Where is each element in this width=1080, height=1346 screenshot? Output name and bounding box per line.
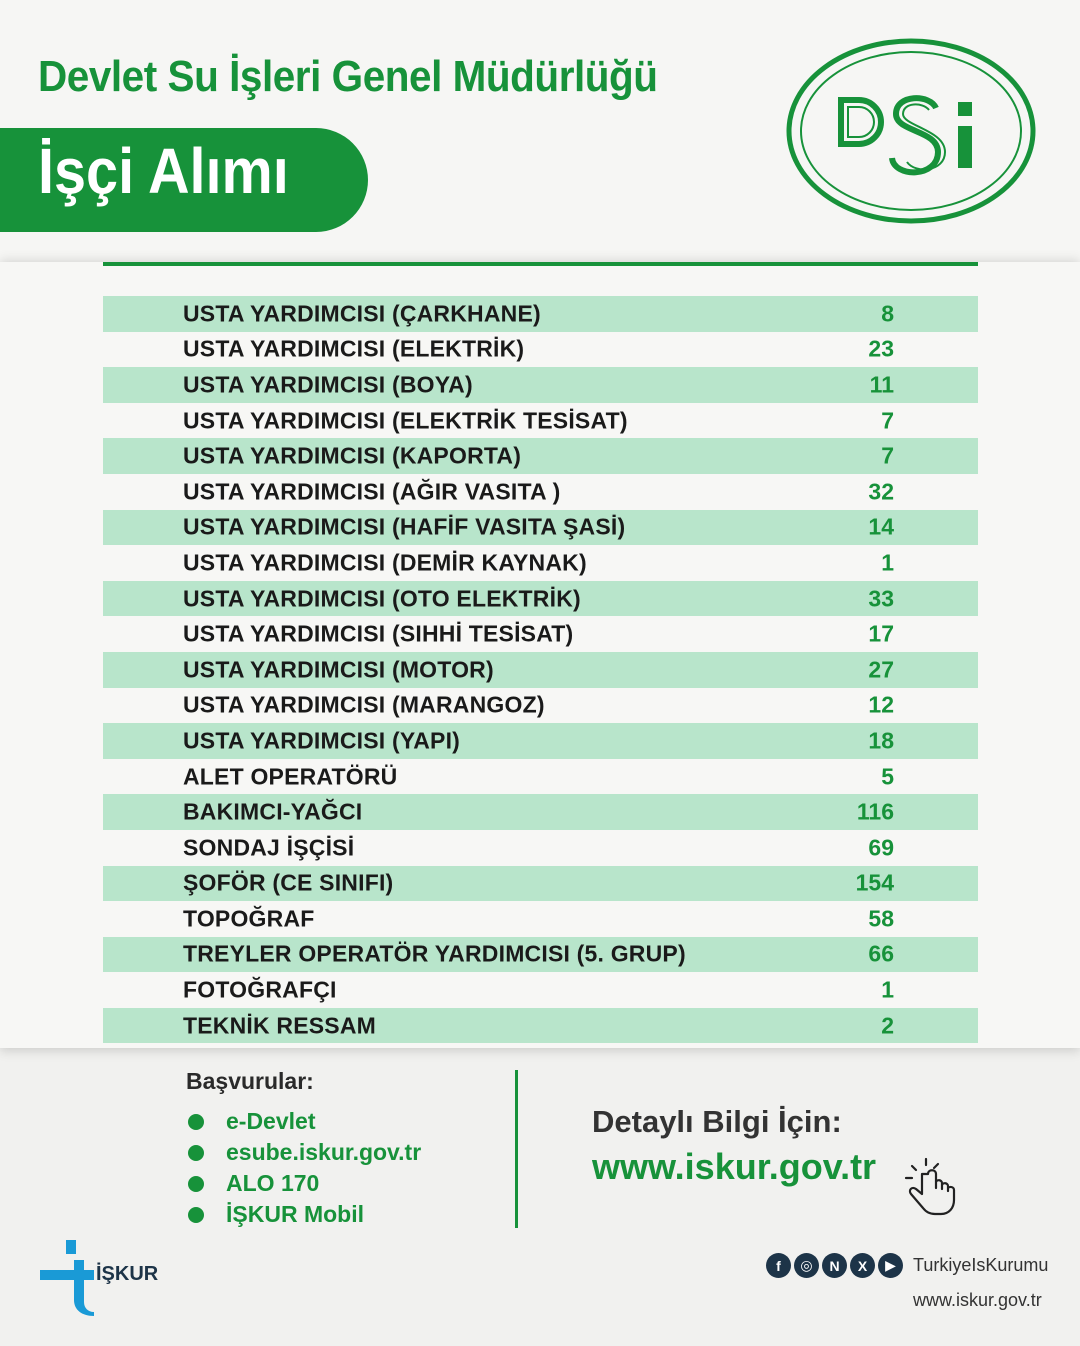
position-name: TOPOĞRAF: [183, 905, 315, 932]
position-count: 14: [868, 513, 894, 540]
bullet-icon: [188, 1145, 204, 1161]
positions-panel: [0, 262, 1080, 1048]
position-count: 1: [881, 549, 894, 576]
position-name: TEKNİK RESSAM: [183, 1012, 377, 1039]
position-count: 33: [868, 585, 894, 612]
x-icon[interactable]: X: [850, 1253, 875, 1278]
position-name: USTA YARDIMCISI (ELEKTRİK): [183, 335, 525, 362]
position-row: [103, 688, 978, 724]
youtube-icon[interactable]: ▶: [878, 1253, 903, 1278]
position-count: 27: [868, 656, 894, 683]
instagram-icon[interactable]: ◎: [794, 1253, 819, 1278]
position-count: 66: [868, 940, 894, 967]
application-item[interactable]: ALO 170: [186, 1168, 421, 1199]
pointer-hand-icon: [900, 1156, 966, 1222]
position-name: USTA YARDIMCISI (YAPI): [183, 727, 461, 754]
position-count: 69: [868, 834, 894, 861]
position-row: [103, 937, 978, 973]
position-row: [103, 830, 978, 866]
position-count: 32: [868, 478, 894, 505]
position-count: 18: [868, 727, 894, 754]
position-name: USTA YARDIMCISI (HAFİF VASITA ŞASİ): [183, 513, 626, 540]
headline: İşçi Alımı: [38, 135, 289, 207]
position-name: USTA YARDIMCISI (SIHHİ TESİSAT): [183, 620, 574, 647]
position-count: 116: [856, 798, 894, 825]
position-name: USTA YARDIMCISI (BOYA): [183, 371, 473, 398]
position-row: [103, 296, 978, 332]
position-row: [103, 759, 978, 795]
position-count: 7: [881, 442, 894, 469]
social-icons: [766, 1253, 903, 1281]
iskur-logo: [38, 1238, 188, 1316]
position-name: USTA YARDIMCISI (MOTOR): [183, 656, 494, 683]
application-item[interactable]: İŞKUR Mobil: [186, 1199, 421, 1230]
position-row: [103, 545, 978, 581]
panel-top-rule: [103, 262, 978, 266]
position-row: [103, 474, 978, 510]
position-row: [103, 510, 978, 546]
position-row: [103, 866, 978, 902]
position-count: 8: [881, 300, 894, 327]
position-row: [103, 794, 978, 830]
section-divider: [515, 1070, 518, 1228]
position-name: USTA YARDIMCISI (ÇARKHANE): [183, 300, 541, 327]
org-title: Devlet Su İşleri Genel Müdürlüğü: [38, 52, 658, 101]
position-row: [103, 652, 978, 688]
position-name: USTA YARDIMCISI (AĞIR VASITA ): [183, 478, 561, 505]
social-handle[interactable]: TurkiyeIsKurumu: [913, 1255, 1049, 1275]
position-row: [103, 972, 978, 1008]
position-row: [103, 723, 978, 759]
applications-title: Başvurular:: [186, 1068, 314, 1094]
bullet-icon: [188, 1207, 204, 1223]
application-item[interactable]: e-Devlet: [186, 1106, 421, 1137]
bullet-icon: [188, 1176, 204, 1192]
position-name: BAKIMCI-YAĞCI: [183, 798, 363, 825]
application-item[interactable]: esube.iskur.gov.tr: [186, 1137, 421, 1168]
position-name: SONDAJ İŞÇİSİ: [183, 834, 355, 861]
iskur-logo-text: İŞKUR: [96, 1263, 159, 1285]
position-name: ALET OPERATÖRÜ: [183, 763, 398, 790]
position-name: ŞOFÖR (CE SINIFI): [183, 869, 394, 896]
info-title: Detaylı Bilgi İçin:: [592, 1104, 842, 1139]
position-name: USTA YARDIMCISI (OTO ELEKTRİK): [183, 585, 581, 612]
position-name: USTA YARDIMCISI (ELEKTRİK TESİSAT): [183, 407, 628, 434]
position-count: 11: [869, 371, 894, 398]
position-count: 17: [868, 620, 894, 647]
position-row: [103, 616, 978, 652]
positions-list: [103, 296, 978, 1043]
position-row: [103, 367, 978, 403]
position-row: [103, 1008, 978, 1044]
dsi-logo: [786, 38, 1036, 224]
position-name: FOTOĞRAFÇI: [183, 976, 337, 1003]
position-row: [103, 901, 978, 937]
position-count: 2: [881, 1012, 894, 1039]
position-name: USTA YARDIMCISI (KAPORTA): [183, 442, 522, 469]
position-row: [103, 403, 978, 439]
position-count: 1: [881, 976, 894, 1003]
position-name: TREYLER OPERATÖR YARDIMCISI (5. GRUP): [183, 940, 686, 967]
position-row: [103, 332, 978, 368]
position-count: 154: [855, 869, 894, 896]
position-name: USTA YARDIMCISI (MARANGOZ): [183, 691, 545, 718]
nsosyal-icon[interactable]: N: [822, 1253, 847, 1278]
bullet-icon: [188, 1114, 204, 1130]
position-count: 58: [868, 905, 894, 932]
position-count: 5: [881, 763, 894, 790]
position-count: 7: [881, 407, 894, 434]
position-count: 12: [868, 691, 894, 718]
facebook-icon[interactable]: f: [766, 1253, 791, 1278]
position-name: USTA YARDIMCISI (DEMİR KAYNAK): [183, 549, 587, 576]
applications-list: [186, 1106, 421, 1230]
info-url-link[interactable]: www.iskur.gov.tr: [592, 1146, 877, 1187]
position-row: [103, 438, 978, 474]
footer-website[interactable]: www.iskur.gov.tr: [913, 1290, 1042, 1310]
position-count: 23: [868, 335, 894, 362]
position-row: [103, 581, 978, 617]
